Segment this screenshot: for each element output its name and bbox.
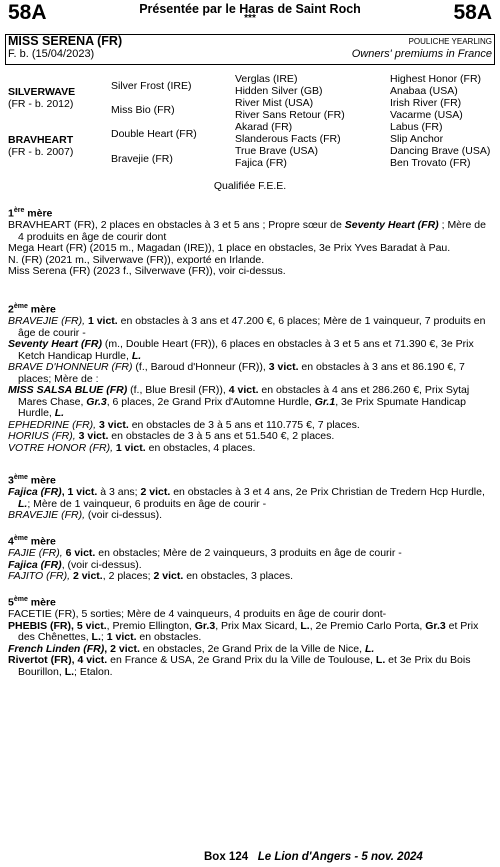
produce-line: Fajica (FR), (voir ci-dessus). bbox=[8, 558, 142, 571]
section-3rd-dam bbox=[8, 472, 494, 522]
produce-line: Seventy Heart (FR) (m., Double Heart (FR)), 6 places en obstacles à 3 et 5 ans et 71.390 €, 3e Prix Ketch Handicap Hurdle, L. bbox=[8, 338, 474, 362]
stars: *** bbox=[244, 13, 256, 24]
pedigree-col3 bbox=[235, 73, 345, 169]
produce-line: HORIUS (FR), 3 vict. en obstacles de 3 à 5 ans et 51.540 €, 2 places. bbox=[8, 430, 335, 442]
pedigree-col4-item: Irish River (FR) bbox=[390, 97, 462, 109]
pedigree-col4-item: Labus (FR) bbox=[390, 121, 443, 133]
section-heading: 5ème mère bbox=[8, 596, 56, 609]
pedigree-col2-3: Bravejie (FR) bbox=[111, 153, 173, 165]
footer-place: Le Lion d'Angers - 5 nov. 2024 bbox=[257, 851, 423, 863]
section-5th-dam bbox=[8, 594, 494, 678]
produce-line: BRAVEJIE (FR), (voir ci-dessus). bbox=[8, 509, 163, 521]
produce-line: FAJITO (FR), 2 vict., 2 places; 2 vict. en obstacles, 3 places. bbox=[8, 570, 294, 582]
footer-box: Box 124 bbox=[204, 851, 249, 863]
dam-line: BRAVHEART (FR), 2 places en obstacles à 3 et 5 ans ; Propre sœur de Seventy Heart (FR) ; Mère de 4 produits en âge de courir dont bbox=[8, 219, 486, 243]
dam-line: Fajica (FR), 1 vict. à 3 ans; 2 vict. en obstacles à 3 et 4 ans, 2e Prix Christian de Tredern Hcp Hurdle, L.; Mère de 1 vainqueur, 6 produits en âge de courir - bbox=[8, 486, 485, 510]
produce-line: BRAVE D'HONNEUR (FR) (f., Baroud d'Honneur (FR)), 3 vict. en obstacles à 3 ans et 86.190 €, 7 places; Mère de : bbox=[8, 361, 465, 385]
section-heading: 3ème mère bbox=[8, 474, 56, 487]
sire-info: (FR - b. 2012) bbox=[8, 98, 74, 110]
pedigree-col2-0: Silver Frost (IRE) bbox=[111, 80, 192, 92]
produce-line: Miss Serena (FR) (2023 f., Silverwave (FR)), voir ci-dessus. bbox=[8, 265, 286, 277]
pedigree-col4-item: Dancing Brave (USA) bbox=[390, 145, 491, 157]
pedigree-col3-item: True Brave (USA) bbox=[235, 145, 319, 157]
pedigree-col3-item: Akarad (FR) bbox=[235, 121, 293, 133]
pedigree-col4-item: Slip Anchor bbox=[390, 133, 444, 145]
pedigree-col2-2: Double Heart (FR) bbox=[111, 128, 197, 140]
pedigree-col3-item: River Sans Retour (FR) bbox=[235, 109, 345, 121]
horse-info: F. b. (15/04/2023) bbox=[8, 48, 95, 60]
pedigree-col3-item: Hidden Silver (GB) bbox=[235, 85, 323, 97]
pedigree-col3-item: Verglas (IRE) bbox=[235, 73, 298, 85]
pedigree-col4-item: Vacarme (USA) bbox=[390, 109, 463, 121]
horse-category: POULICHE YEARLING bbox=[408, 37, 492, 46]
horse-name: MISS SERENA (FR) bbox=[8, 34, 123, 48]
owners-premiums: Owners' premiums in France bbox=[351, 48, 492, 60]
presenter-line: Présentée par le Haras de Saint Roch bbox=[139, 2, 361, 16]
produce-line: PHEBIS (FR), 5 vict., Premio Ellington, Gr.3, Prix Max Sicard, L., 2e Premio Carlo Porta, Gr.3 et Prix des Chênettes, L.; 1 vict. en obstacles. bbox=[8, 619, 479, 643]
pedigree-col3-item: Fajica (FR) bbox=[235, 157, 287, 169]
pedigree-col4-item: Anabaa (USA) bbox=[390, 85, 458, 97]
produce-line: MISS SALSA BLUE (FR) (f., Blue Bresil (FR)), 4 vict. en obstacles à 4 ans et 286.260 €, Prix Sytaj Mares Chase, Gr.3, 6 places, 2e Grand Prix d'Automne Hurdle, Gr.1, 3e Prix Spumate Handicap Hurdle, L. bbox=[8, 384, 470, 419]
sire-name: SILVERWAVE bbox=[8, 86, 76, 98]
dam-line: BRAVEJIE (FR), 1 vict. en obstacles à 3 ans et 47.200 €, 6 places; Mère de 1 vainqueur, 7 produits en âge de courir - bbox=[8, 315, 486, 339]
produce-line: VOTRE HONOR (FR), 1 vict. en obstacles, 4 places. bbox=[8, 441, 256, 454]
pedigree-col3-item: Slanderous Facts (FR) bbox=[235, 133, 341, 145]
pedigree-col3-item: River Mist (USA) bbox=[235, 97, 314, 109]
footer bbox=[204, 851, 423, 863]
dam-info: (FR - b. 2007) bbox=[8, 146, 74, 158]
pedigree-dam bbox=[8, 134, 73, 158]
section-1st-dam bbox=[8, 205, 494, 278]
produce-line: N. (FR) (2021 m., Silverwave (FR)), exporté en Irlande. bbox=[8, 253, 265, 266]
section-heading: 2ème mère bbox=[8, 303, 56, 316]
dam-name: BRAVHEART bbox=[8, 134, 74, 146]
section-2nd-dam bbox=[8, 301, 494, 454]
pedigree-col4-item: Ben Trovato (FR) bbox=[390, 157, 471, 169]
section-heading: 1ère mère bbox=[8, 207, 53, 220]
qualified-fee: Qualifiée F.E.E. bbox=[213, 180, 287, 192]
dam-line: FAJIE (FR), 6 vict. en obstacles; Mère de 2 vainqueurs, 3 produits en âge de courir - bbox=[8, 547, 402, 559]
dam-line: FACETIE (FR), 5 sorties; Mère de 4 vainqueurs, 4 produits en âge de courir dont- bbox=[8, 608, 387, 620]
pedigree-sire bbox=[8, 86, 75, 110]
section-4th-dam bbox=[8, 533, 494, 583]
pedigree-col4-item: Highest Honor (FR) bbox=[390, 73, 482, 85]
lot-number-right: 58A bbox=[453, 1, 492, 24]
section-heading: 4ème mère bbox=[8, 535, 56, 548]
pedigree-col4 bbox=[390, 73, 490, 169]
produce-line: Mega Heart (FR) (2015 m., Magadan (IRE)), 1 place en obstacles, 3e Prix Yves Baradat à Pau. bbox=[8, 242, 451, 254]
lot-number-left: 58A bbox=[8, 1, 47, 24]
produce-line: EPHEDRINE (FR), 3 vict. en obstacles de 3 à 5 ans et 110.775 €, 7 places. bbox=[8, 418, 360, 431]
produce-line: Rivertot (FR), 4 vict. en France & USA, 2e Grand Prix du la Ville de Toulouse, L. et 3e Prix du Bois Bourillon, L.; Etalon. bbox=[8, 654, 471, 678]
pedigree-col2-1: Miss Bio (FR) bbox=[111, 104, 175, 116]
produce-line: French Linden (FR), 2 vict. en obstacles, 2e Grand Prix de la Ville de Nice, L. bbox=[8, 642, 375, 655]
